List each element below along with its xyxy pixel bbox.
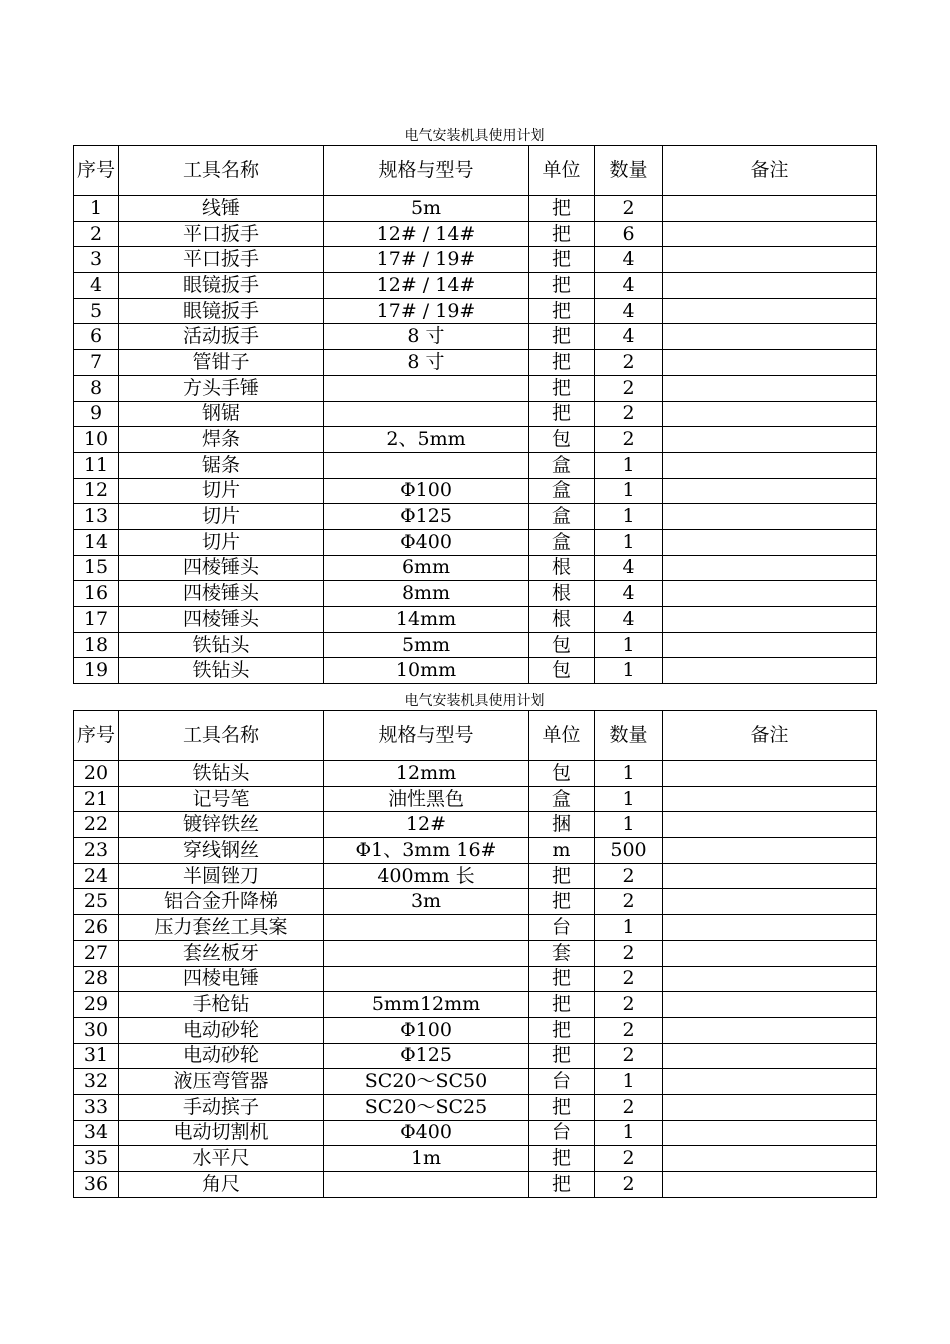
table-row bbox=[74, 812, 877, 838]
cell-qty: 1 bbox=[595, 529, 663, 555]
cell-unit: 把 bbox=[529, 992, 595, 1018]
cell-unit: 把 bbox=[529, 1094, 595, 1120]
cell-spec: 5m bbox=[324, 196, 529, 222]
cell-unit: 包 bbox=[529, 427, 595, 453]
cell-spec: SC20～SC50 bbox=[324, 1069, 529, 1095]
cell-seq: 34 bbox=[74, 1120, 119, 1146]
cell-spec: 5mm12mm bbox=[324, 992, 529, 1018]
cell-seq: 32 bbox=[74, 1069, 119, 1095]
cell-name: 切片 bbox=[119, 504, 324, 530]
table-row bbox=[74, 838, 877, 864]
cell-spec bbox=[324, 966, 529, 992]
cell-name: 铁钻头 bbox=[119, 761, 324, 787]
cell-seq: 26 bbox=[74, 915, 119, 941]
cell-spec: Φ1、3mm 16# bbox=[324, 838, 529, 864]
header-note: 备注 bbox=[663, 711, 877, 761]
header-unit: 单位 bbox=[529, 146, 595, 196]
cell-name: 角尺 bbox=[119, 1172, 324, 1198]
cell-unit: 台 bbox=[529, 1120, 595, 1146]
table-row bbox=[74, 1120, 877, 1146]
cell-name: 眼镜扳手 bbox=[119, 298, 324, 324]
cell-note bbox=[663, 581, 877, 607]
cell-qty: 2 bbox=[595, 1043, 663, 1069]
cell-qty: 1 bbox=[595, 812, 663, 838]
cell-name: 切片 bbox=[119, 529, 324, 555]
cell-seq: 33 bbox=[74, 1094, 119, 1120]
header-unit: 单位 bbox=[529, 711, 595, 761]
table-row bbox=[74, 1017, 877, 1043]
table-row bbox=[74, 1043, 877, 1069]
cell-spec bbox=[324, 401, 529, 427]
cell-seq: 28 bbox=[74, 966, 119, 992]
table-row bbox=[74, 1172, 877, 1198]
cell-spec bbox=[324, 940, 529, 966]
cell-unit: 把 bbox=[529, 196, 595, 222]
cell-unit: 盒 bbox=[529, 786, 595, 812]
cell-note bbox=[663, 273, 877, 299]
cell-note bbox=[663, 427, 877, 453]
cell-spec: 5mm bbox=[324, 632, 529, 658]
cell-qty: 2 bbox=[595, 966, 663, 992]
cell-qty: 1 bbox=[595, 632, 663, 658]
cell-note bbox=[663, 555, 877, 581]
cell-name: 铝合金升降梯 bbox=[119, 889, 324, 915]
cell-seq: 27 bbox=[74, 940, 119, 966]
table-row bbox=[74, 581, 877, 607]
cell-qty: 4 bbox=[595, 247, 663, 273]
cell-name: 平口扳手 bbox=[119, 221, 324, 247]
cell-spec: 1m bbox=[324, 1146, 529, 1172]
table-row bbox=[74, 375, 877, 401]
cell-seq: 29 bbox=[74, 992, 119, 1018]
tool-plan-section-2 bbox=[73, 692, 876, 1198]
cell-seq: 6 bbox=[74, 324, 119, 350]
cell-name: 液压弯管器 bbox=[119, 1069, 324, 1095]
table-row bbox=[74, 1094, 877, 1120]
cell-unit: 把 bbox=[529, 375, 595, 401]
cell-unit: 根 bbox=[529, 555, 595, 581]
cell-unit: 把 bbox=[529, 401, 595, 427]
cell-name: 线锤 bbox=[119, 196, 324, 222]
cell-unit: 把 bbox=[529, 1172, 595, 1198]
table-row bbox=[74, 324, 877, 350]
cell-spec: 8mm bbox=[324, 581, 529, 607]
cell-spec: Φ100 bbox=[324, 478, 529, 504]
cell-note bbox=[663, 1120, 877, 1146]
cell-seq: 22 bbox=[74, 812, 119, 838]
cell-qty: 6 bbox=[595, 221, 663, 247]
cell-seq: 11 bbox=[74, 452, 119, 478]
cell-name: 电动砂轮 bbox=[119, 1043, 324, 1069]
cell-note bbox=[663, 761, 877, 787]
cell-seq: 17 bbox=[74, 607, 119, 633]
cell-unit: 盒 bbox=[529, 452, 595, 478]
tool-table bbox=[73, 145, 877, 684]
cell-spec: 14mm bbox=[324, 607, 529, 633]
cell-note bbox=[663, 915, 877, 941]
cell-name: 眼镜扳手 bbox=[119, 273, 324, 299]
header-seq: 序号 bbox=[74, 711, 119, 761]
header-qty: 数量 bbox=[595, 146, 663, 196]
table-row bbox=[74, 401, 877, 427]
cell-note bbox=[663, 529, 877, 555]
table-header-row bbox=[74, 146, 877, 196]
cell-note bbox=[663, 632, 877, 658]
cell-seq: 18 bbox=[74, 632, 119, 658]
cell-qty: 4 bbox=[595, 298, 663, 324]
cell-name: 锯条 bbox=[119, 452, 324, 478]
cell-note bbox=[663, 940, 877, 966]
table-caption: 电气安装机具使用计划 bbox=[404, 693, 545, 709]
table-row bbox=[74, 632, 877, 658]
cell-spec: 400mm 长 bbox=[324, 863, 529, 889]
cell-spec: 12# bbox=[324, 812, 529, 838]
cell-note bbox=[663, 478, 877, 504]
cell-note bbox=[663, 1172, 877, 1198]
cell-name: 四棱锤头 bbox=[119, 581, 324, 607]
cell-name: 手动摈子 bbox=[119, 1094, 324, 1120]
cell-unit: 盒 bbox=[529, 529, 595, 555]
cell-qty: 2 bbox=[595, 375, 663, 401]
cell-spec: SC20～SC25 bbox=[324, 1094, 529, 1120]
cell-name: 电动砂轮 bbox=[119, 1017, 324, 1043]
cell-qty: 1 bbox=[595, 761, 663, 787]
cell-qty: 2 bbox=[595, 863, 663, 889]
cell-qty: 2 bbox=[595, 1017, 663, 1043]
table-row bbox=[74, 863, 877, 889]
cell-name: 水平尺 bbox=[119, 1146, 324, 1172]
cell-note bbox=[663, 838, 877, 864]
table-row bbox=[74, 915, 877, 941]
cell-unit: m bbox=[529, 838, 595, 864]
cell-qty: 500 bbox=[595, 838, 663, 864]
cell-name: 镀锌铁丝 bbox=[119, 812, 324, 838]
cell-note bbox=[663, 1017, 877, 1043]
table-row bbox=[74, 607, 877, 633]
cell-spec: 6mm bbox=[324, 555, 529, 581]
cell-seq: 1 bbox=[74, 196, 119, 222]
header-spec: 规格与型号 bbox=[324, 146, 529, 196]
table-row bbox=[74, 529, 877, 555]
cell-qty: 1 bbox=[595, 786, 663, 812]
cell-unit: 把 bbox=[529, 247, 595, 273]
cell-qty: 4 bbox=[595, 581, 663, 607]
cell-spec: Φ125 bbox=[324, 504, 529, 530]
cell-seq: 21 bbox=[74, 786, 119, 812]
table-row bbox=[74, 298, 877, 324]
cell-seq: 7 bbox=[74, 350, 119, 376]
table-header-row bbox=[74, 711, 877, 761]
cell-note bbox=[663, 452, 877, 478]
cell-spec: Φ100 bbox=[324, 1017, 529, 1043]
cell-note bbox=[663, 992, 877, 1018]
cell-spec: Φ400 bbox=[324, 1120, 529, 1146]
table-row bbox=[74, 427, 877, 453]
header-note: 备注 bbox=[663, 146, 877, 196]
cell-note bbox=[663, 889, 877, 915]
cell-note bbox=[663, 221, 877, 247]
table-row bbox=[74, 966, 877, 992]
cell-qty: 2 bbox=[595, 992, 663, 1018]
table-row bbox=[74, 658, 877, 684]
cell-unit: 套 bbox=[529, 940, 595, 966]
cell-unit: 把 bbox=[529, 324, 595, 350]
cell-seq: 30 bbox=[74, 1017, 119, 1043]
cell-note bbox=[663, 350, 877, 376]
cell-note bbox=[663, 1069, 877, 1095]
cell-qty: 2 bbox=[595, 940, 663, 966]
cell-name: 手枪钻 bbox=[119, 992, 324, 1018]
table-row bbox=[74, 350, 877, 376]
cell-note bbox=[663, 607, 877, 633]
cell-unit: 把 bbox=[529, 863, 595, 889]
cell-name: 穿线钢丝 bbox=[119, 838, 324, 864]
cell-spec: 12# / 14# bbox=[324, 273, 529, 299]
cell-seq: 5 bbox=[74, 298, 119, 324]
table-row bbox=[74, 452, 877, 478]
table-row bbox=[74, 761, 877, 787]
cell-unit: 把 bbox=[529, 1146, 595, 1172]
header-qty: 数量 bbox=[595, 711, 663, 761]
cell-name: 电动切割机 bbox=[119, 1120, 324, 1146]
cell-seq: 12 bbox=[74, 478, 119, 504]
cell-seq: 8 bbox=[74, 375, 119, 401]
cell-qty: 2 bbox=[595, 1172, 663, 1198]
cell-seq: 14 bbox=[74, 529, 119, 555]
cell-qty: 2 bbox=[595, 889, 663, 915]
header-name: 工具名称 bbox=[119, 711, 324, 761]
cell-note bbox=[663, 504, 877, 530]
cell-seq: 9 bbox=[74, 401, 119, 427]
cell-unit: 把 bbox=[529, 273, 595, 299]
cell-note bbox=[663, 324, 877, 350]
table-row bbox=[74, 786, 877, 812]
cell-spec: 8 寸 bbox=[324, 324, 529, 350]
cell-name: 平口扳手 bbox=[119, 247, 324, 273]
cell-seq: 36 bbox=[74, 1172, 119, 1198]
cell-name: 钢锯 bbox=[119, 401, 324, 427]
cell-unit: 根 bbox=[529, 607, 595, 633]
cell-seq: 4 bbox=[74, 273, 119, 299]
cell-name: 铁钻头 bbox=[119, 658, 324, 684]
cell-note bbox=[663, 401, 877, 427]
cell-name: 铁钻头 bbox=[119, 632, 324, 658]
cell-name: 切片 bbox=[119, 478, 324, 504]
cell-qty: 1 bbox=[595, 1069, 663, 1095]
cell-spec bbox=[324, 1172, 529, 1198]
cell-seq: 31 bbox=[74, 1043, 119, 1069]
cell-note bbox=[663, 298, 877, 324]
cell-unit: 捆 bbox=[529, 812, 595, 838]
cell-note bbox=[663, 1043, 877, 1069]
cell-name: 四棱电锤 bbox=[119, 966, 324, 992]
cell-seq: 24 bbox=[74, 863, 119, 889]
cell-unit: 把 bbox=[529, 298, 595, 324]
cell-qty: 4 bbox=[595, 607, 663, 633]
table-row bbox=[74, 478, 877, 504]
cell-spec bbox=[324, 452, 529, 478]
cell-spec: 2、5mm bbox=[324, 427, 529, 453]
cell-qty: 2 bbox=[595, 1094, 663, 1120]
cell-spec: 10mm bbox=[324, 658, 529, 684]
cell-seq: 15 bbox=[74, 555, 119, 581]
cell-name: 管钳子 bbox=[119, 350, 324, 376]
cell-qty: 1 bbox=[595, 478, 663, 504]
cell-spec: 17# / 19# bbox=[324, 247, 529, 273]
cell-unit: 把 bbox=[529, 221, 595, 247]
table-row bbox=[74, 273, 877, 299]
cell-note bbox=[663, 1146, 877, 1172]
table-row bbox=[74, 940, 877, 966]
cell-qty: 2 bbox=[595, 350, 663, 376]
table-row bbox=[74, 992, 877, 1018]
cell-seq: 10 bbox=[74, 427, 119, 453]
cell-qty: 1 bbox=[595, 504, 663, 530]
cell-qty: 1 bbox=[595, 915, 663, 941]
table-caption: 电气安装机具使用计划 bbox=[404, 128, 545, 144]
cell-unit: 包 bbox=[529, 632, 595, 658]
table-row bbox=[74, 247, 877, 273]
cell-qty: 4 bbox=[595, 555, 663, 581]
cell-unit: 包 bbox=[529, 761, 595, 787]
cell-spec: 油性黑色 bbox=[324, 786, 529, 812]
cell-name: 半圆锉刀 bbox=[119, 863, 324, 889]
cell-spec bbox=[324, 375, 529, 401]
cell-note bbox=[663, 247, 877, 273]
cell-seq: 16 bbox=[74, 581, 119, 607]
cell-note bbox=[663, 863, 877, 889]
cell-note bbox=[663, 966, 877, 992]
cell-unit: 盒 bbox=[529, 478, 595, 504]
cell-qty: 4 bbox=[595, 273, 663, 299]
cell-name: 记号笔 bbox=[119, 786, 324, 812]
cell-name: 四棱锤头 bbox=[119, 607, 324, 633]
cell-spec: Φ125 bbox=[324, 1043, 529, 1069]
cell-unit: 台 bbox=[529, 915, 595, 941]
cell-qty: 2 bbox=[595, 401, 663, 427]
table-row bbox=[74, 555, 877, 581]
cell-seq: 35 bbox=[74, 1146, 119, 1172]
cell-unit: 台 bbox=[529, 1069, 595, 1095]
cell-spec: 3m bbox=[324, 889, 529, 915]
cell-qty: 1 bbox=[595, 658, 663, 684]
cell-seq: 23 bbox=[74, 838, 119, 864]
cell-qty: 1 bbox=[595, 1120, 663, 1146]
header-spec: 规格与型号 bbox=[324, 711, 529, 761]
cell-seq: 25 bbox=[74, 889, 119, 915]
cell-qty: 4 bbox=[595, 324, 663, 350]
cell-spec bbox=[324, 915, 529, 941]
cell-seq: 13 bbox=[74, 504, 119, 530]
cell-note bbox=[663, 812, 877, 838]
cell-name: 方头手锤 bbox=[119, 375, 324, 401]
header-seq: 序号 bbox=[74, 146, 119, 196]
cell-note bbox=[663, 786, 877, 812]
table-row bbox=[74, 1069, 877, 1095]
cell-note bbox=[663, 658, 877, 684]
cell-seq: 3 bbox=[74, 247, 119, 273]
cell-name: 套丝板牙 bbox=[119, 940, 324, 966]
cell-qty: 1 bbox=[595, 452, 663, 478]
cell-seq: 20 bbox=[74, 761, 119, 787]
cell-unit: 把 bbox=[529, 966, 595, 992]
table-row bbox=[74, 504, 877, 530]
cell-spec: 17# / 19# bbox=[324, 298, 529, 324]
cell-name: 焊条 bbox=[119, 427, 324, 453]
tool-plan-section-1 bbox=[73, 127, 876, 684]
cell-note bbox=[663, 196, 877, 222]
cell-unit: 盒 bbox=[529, 504, 595, 530]
table-row bbox=[74, 889, 877, 915]
cell-spec: Φ400 bbox=[324, 529, 529, 555]
cell-unit: 把 bbox=[529, 1043, 595, 1069]
cell-unit: 包 bbox=[529, 658, 595, 684]
cell-note bbox=[663, 1094, 877, 1120]
cell-note bbox=[663, 375, 877, 401]
cell-qty: 2 bbox=[595, 1146, 663, 1172]
cell-seq: 2 bbox=[74, 221, 119, 247]
cell-qty: 2 bbox=[595, 427, 663, 453]
cell-qty: 2 bbox=[595, 196, 663, 222]
tool-table bbox=[73, 710, 877, 1198]
cell-name: 压力套丝工具案 bbox=[119, 915, 324, 941]
cell-unit: 把 bbox=[529, 1017, 595, 1043]
cell-unit: 把 bbox=[529, 889, 595, 915]
cell-spec: 8 寸 bbox=[324, 350, 529, 376]
table-row bbox=[74, 221, 877, 247]
cell-seq: 19 bbox=[74, 658, 119, 684]
cell-unit: 把 bbox=[529, 350, 595, 376]
table-row bbox=[74, 1146, 877, 1172]
header-name: 工具名称 bbox=[119, 146, 324, 196]
cell-spec: 12mm bbox=[324, 761, 529, 787]
cell-spec: 12# / 14# bbox=[324, 221, 529, 247]
cell-name: 活动扳手 bbox=[119, 324, 324, 350]
cell-name: 四棱锤头 bbox=[119, 555, 324, 581]
table-row bbox=[74, 196, 877, 222]
cell-unit: 根 bbox=[529, 581, 595, 607]
